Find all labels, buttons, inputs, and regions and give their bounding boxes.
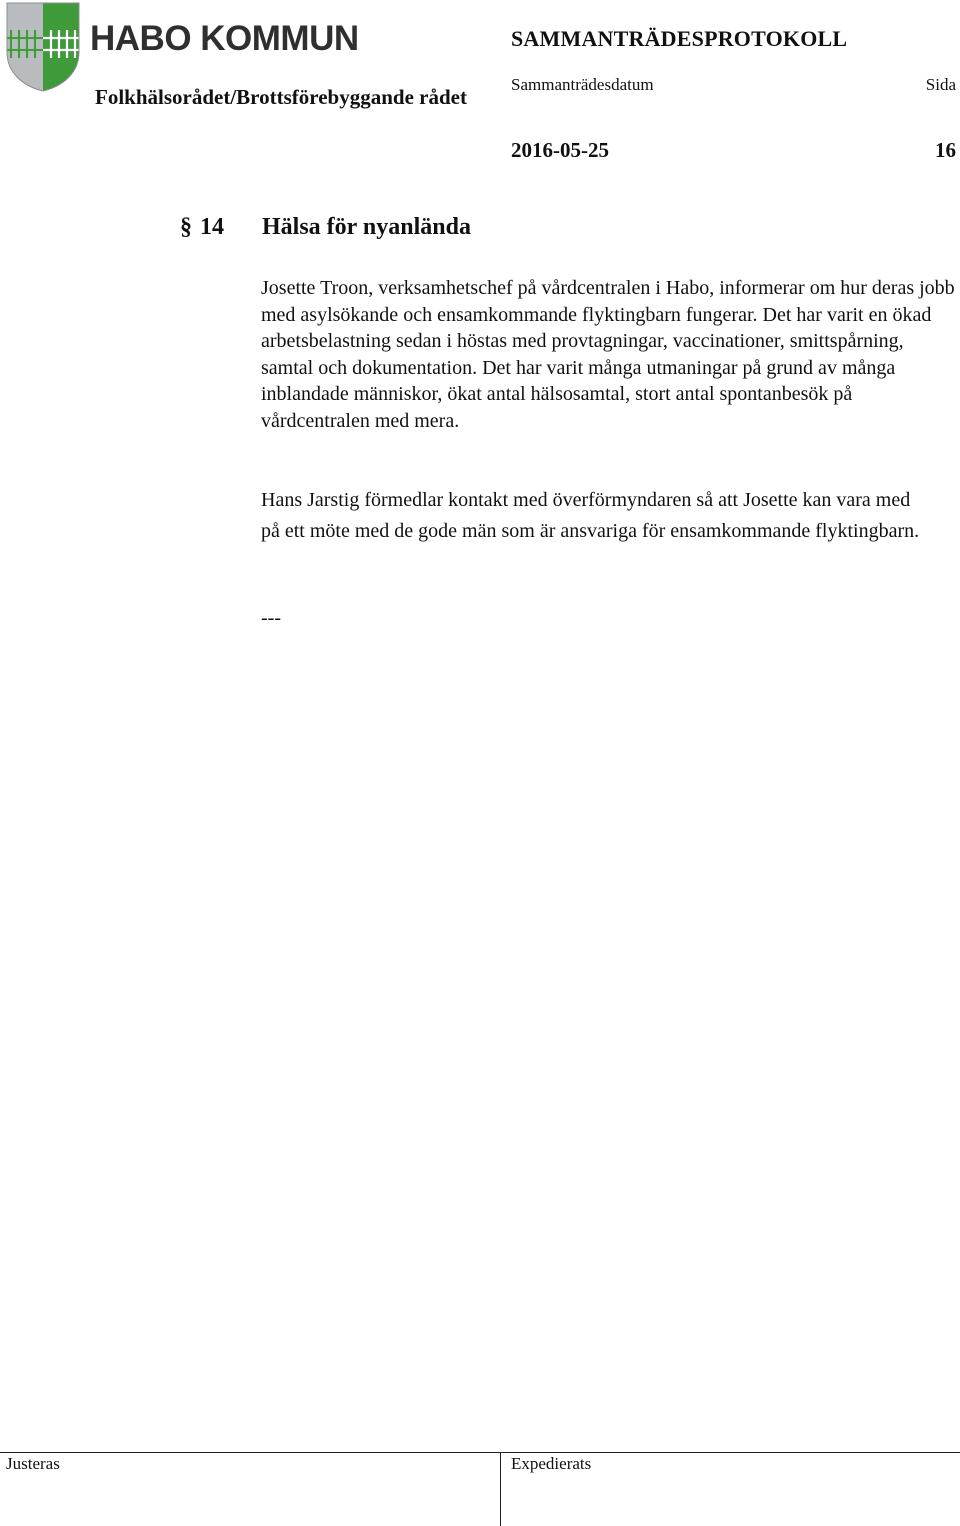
habo-coat-of-arms-icon: [6, 2, 80, 92]
page-label: Sida: [925, 75, 956, 94]
section-paragraph: Josette Troon, verksamhetschef på vårdcentralen i Habo, informerar om hur deras jobb med asylsökande och ensamkommande flyktingbarn fungerar. Det har varit en ökad arbetsbelastning sedan i höstas med provtagningar, vaccinationer, smittspårning, samtal och dokumentation. Det har varit många utmaningar på grund av många inblandade människor, ökat antal hälsosamtal, stort antal spontanbesök på vårdcentralen med mera.: [261, 277, 955, 432]
document-type: SAMMANTRÄDESPROTOKOLL: [511, 26, 848, 51]
section-heading: [180, 212, 471, 242]
footer-divider: [500, 1452, 501, 1526]
page-number: 16: [935, 138, 956, 162]
signature-field-justeras: Justeras: [6, 1454, 60, 1473]
section-end-marker: ---: [261, 607, 281, 629]
committee-name: Folkhälsorådet/Brottsförebyggande rådet: [95, 85, 467, 109]
section-title: Hälsa för nyanlända: [262, 214, 471, 240]
section-number: 14: [200, 214, 224, 240]
section-symbol: §: [180, 214, 192, 240]
signature-field-expedierats: Expedierats: [511, 1454, 592, 1473]
municipality-name: HABO KOMMUN: [90, 19, 359, 58]
footer-rule: [0, 1452, 960, 1453]
meeting-date: 2016-05-25: [511, 138, 609, 162]
meeting-date-label: Sammanträdesdatum: [511, 75, 654, 94]
section-paragraph: Hans Jarstig förmedlar kontakt med överförmyndaren så att Josette kan vara med på ett möte med de gode män som är ansvariga för ensamkommande flyktingbarn.: [261, 489, 920, 542]
